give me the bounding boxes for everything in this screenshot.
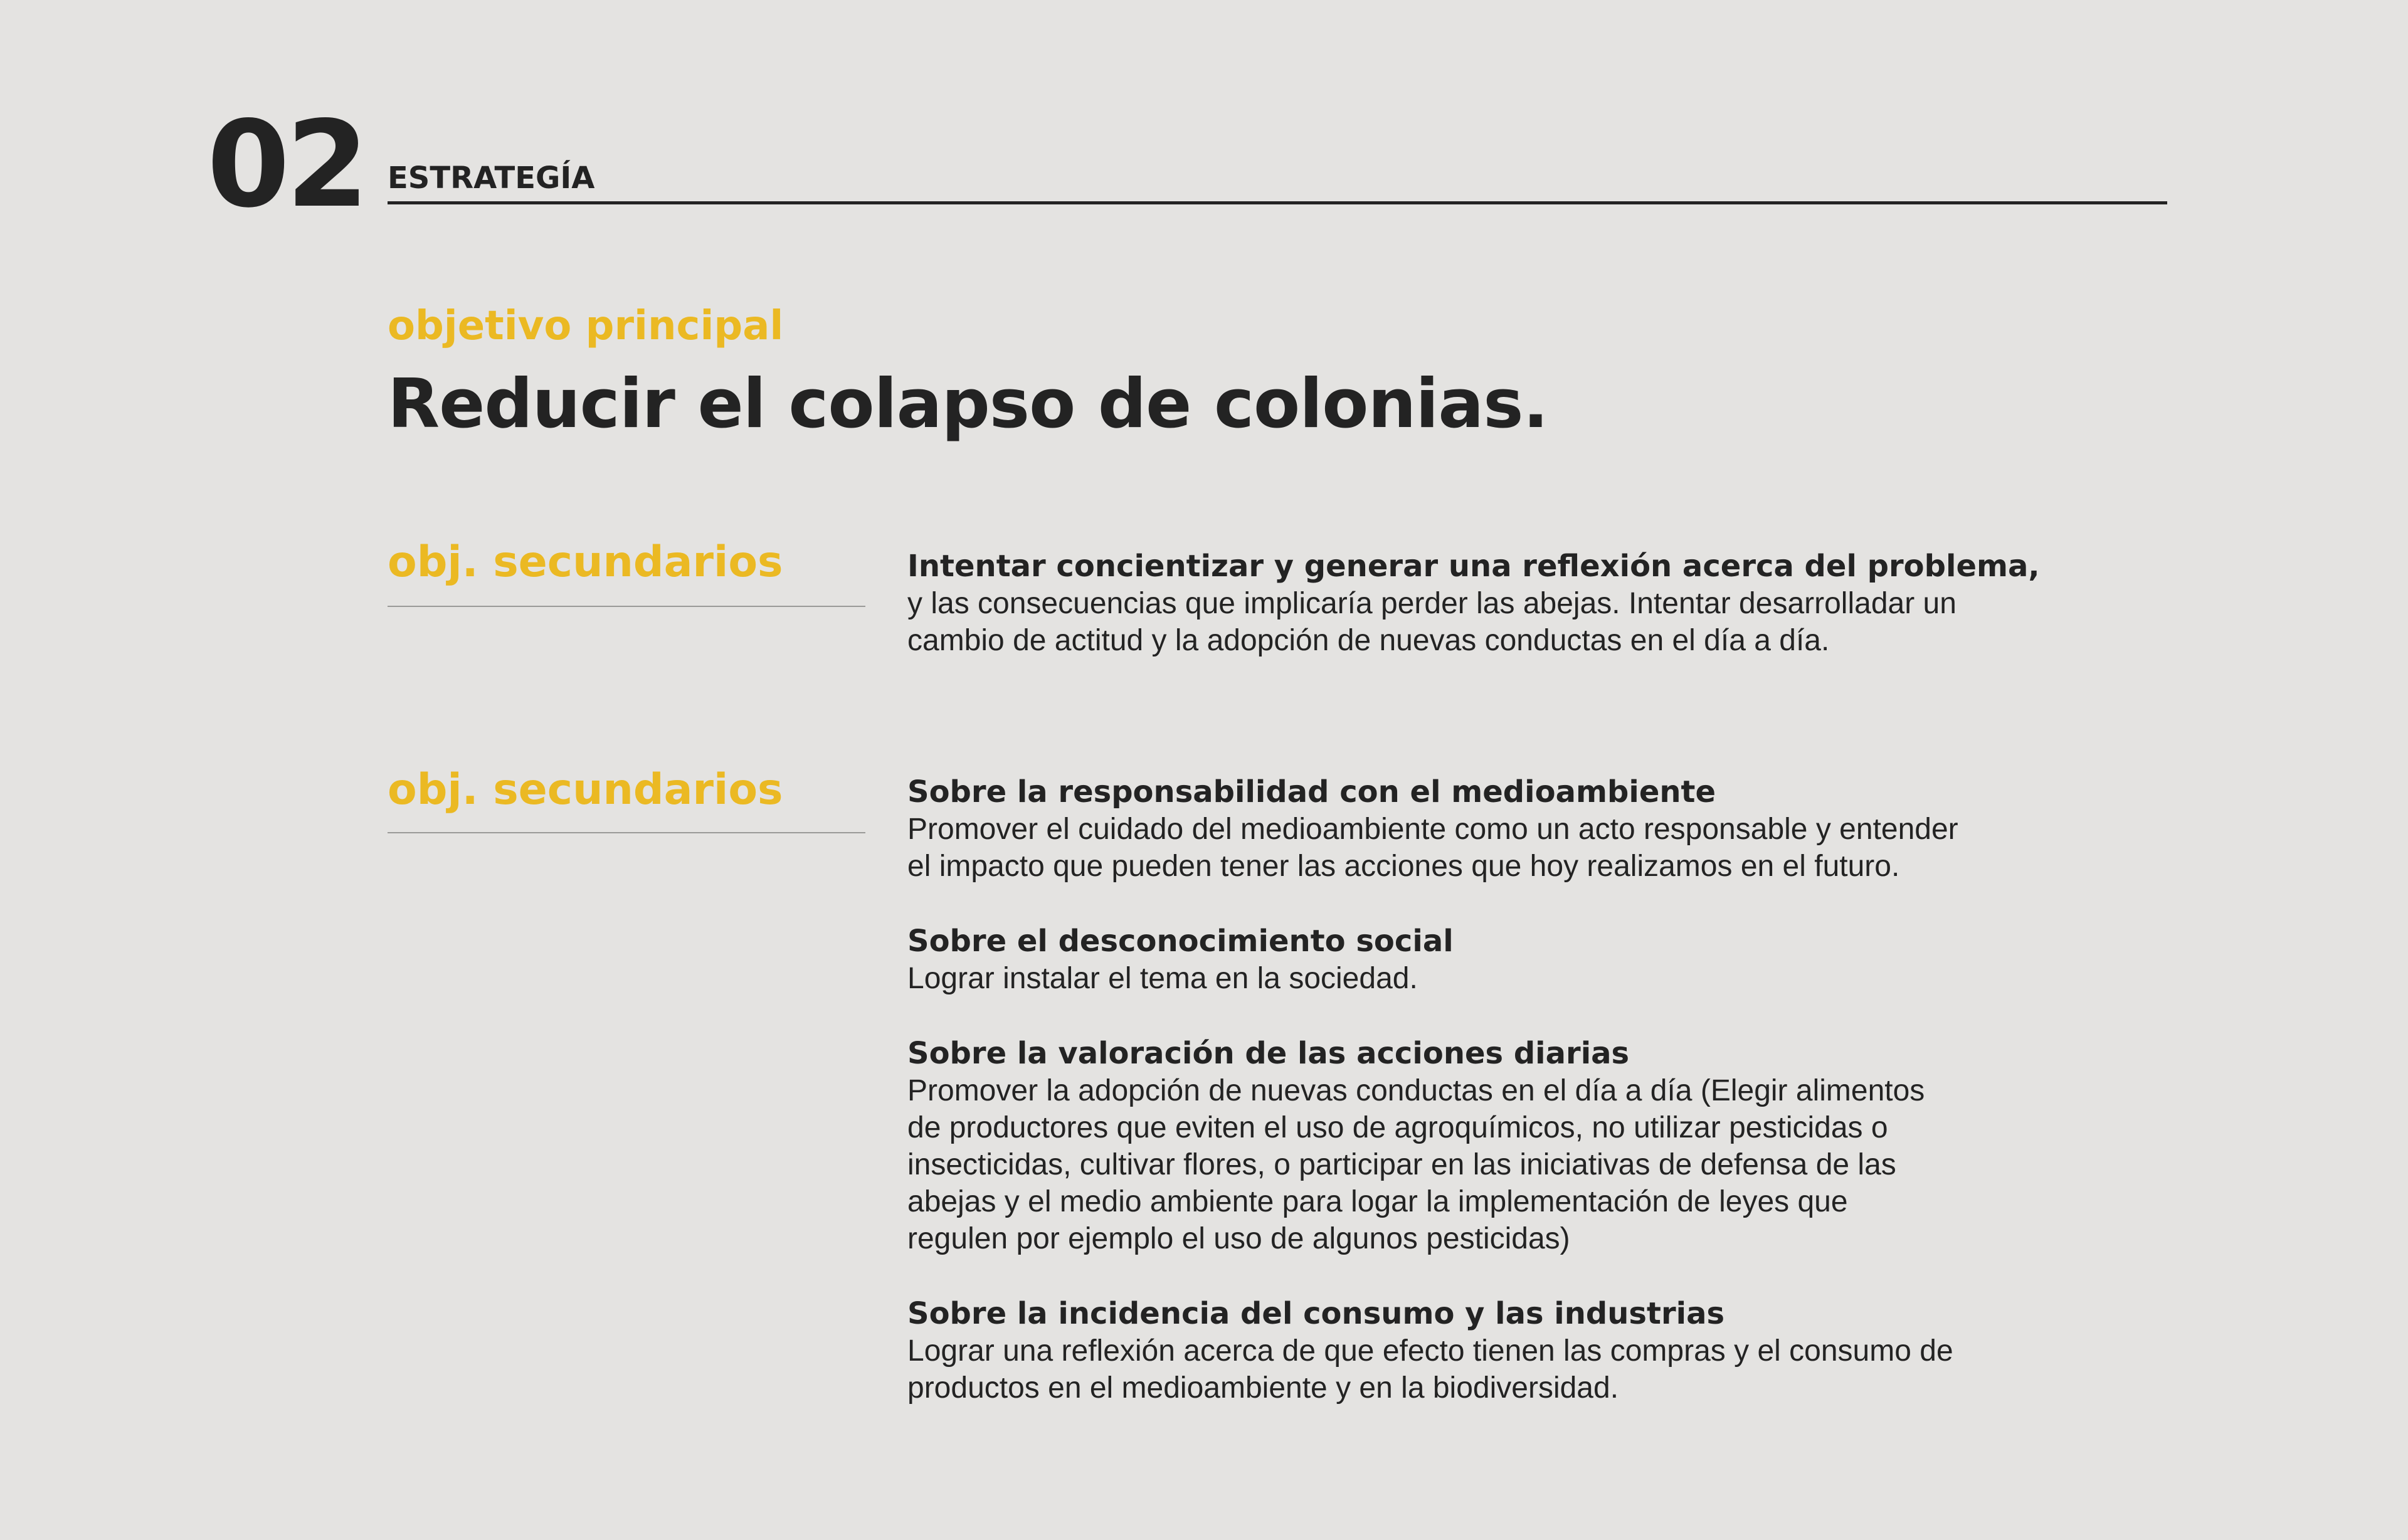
objective-item [907,773,2086,885]
secondary-objectives-label: obj. secundarios [388,537,783,587]
section-number: 02 [207,95,366,234]
secondary-objectives-divider [388,832,865,833]
section-title: ESTRATEGÍA [388,161,595,196]
objective-item-text: Promover la adopción de nuevas conductas en el día a día (Elegir alimentos [907,1074,1925,1107]
objective-item-text: Promover el cuidado del medioambiente como un acto responsable y entender [907,813,1958,846]
objective-item-heading: Intentar concientizar y generar una reflexión acerca del problema, [907,549,2040,584]
objective-item [907,1295,2086,1406]
objective-item-text: Lograr una reflexión acerca de que efecto tienen las compras y el consumo de [907,1334,1953,1368]
secondary-objectives-divider [388,606,865,607]
secondary-objectives-content [907,773,2086,1444]
objective-item-text: Lograr instalar el tema en la sociedad. [907,962,1418,995]
objective-item-text: de productores que eviten el uso de agroquímicos, no utilizar pesticidas o [907,1111,1888,1144]
secondary-objectives-label: obj. secundarios [388,765,783,815]
objective-item-text: abejas y el medio ambiente para logar la implementación de leyes que [907,1185,1848,1218]
objective-item [907,922,2086,997]
main-objective-label: objetivo principal [388,303,784,349]
objective-item-text: el impacto que pueden tener las acciones que hoy realizamos en el futuro. [907,850,1900,883]
secondary-objectives-content [907,547,2086,697]
objective-item-text: regulen por ejemplo el uso de algunos pesticidas) [907,1222,1570,1255]
header-divider [388,201,2167,204]
objective-item [907,1035,2086,1257]
objective-item-heading: Sobre la responsabilidad con el medioambiente [907,774,1716,810]
objective-item-text: insecticidas, cultivar flores, o participar en las iniciativas de defensa de las [907,1148,1896,1181]
objective-item [907,547,2086,659]
objective-item-text: productos en el medioambiente y en la biodiversidad. [907,1371,1619,1405]
objective-item-text: y las consecuencias que implicaría perder las abejas. Intentar desarrolladar un [907,587,1956,620]
objective-item-heading: Sobre la valoración de las acciones diarias [907,1036,1630,1071]
main-objective-heading: Reducir el colapso de colonias. [388,365,1548,443]
objective-item-text: cambio de actitud y la adopción de nuevas conductas en el día a día. [907,624,1830,657]
objective-item-heading: Sobre la incidencia del consumo y las industrias [907,1296,1725,1331]
objective-item-heading: Sobre el desconocimiento social [907,924,1454,959]
